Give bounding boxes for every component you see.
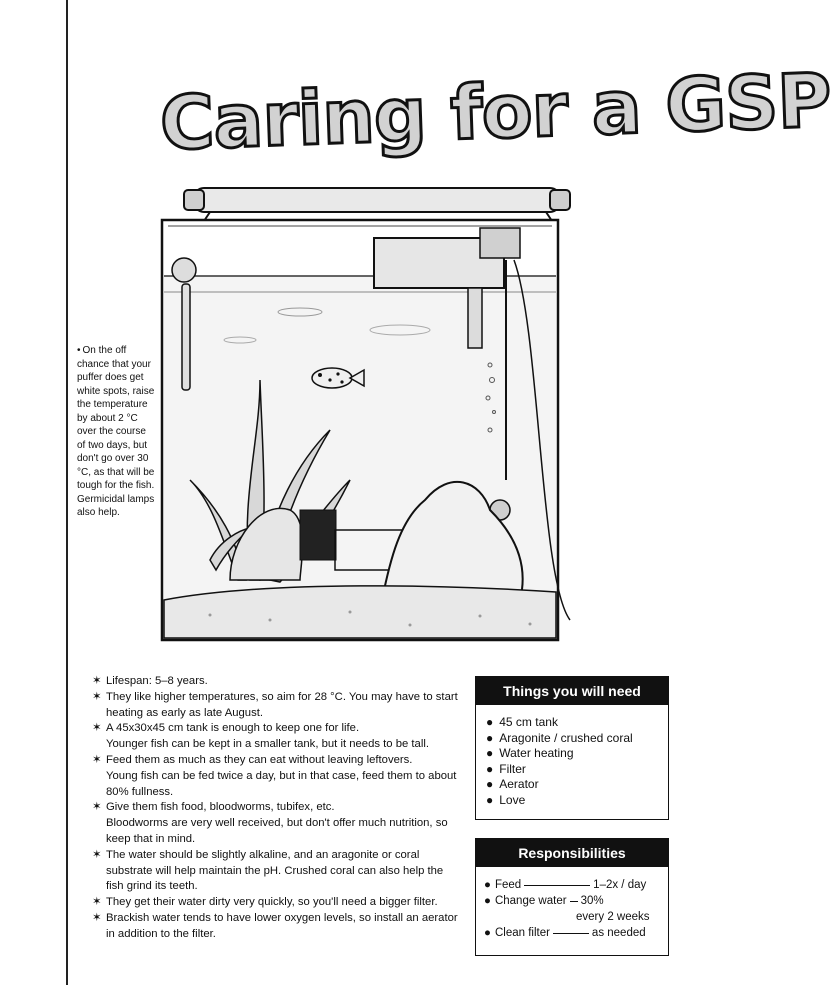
- resp-water-label: Change water: [494, 895, 567, 907]
- responsibilities-list: [476, 877, 668, 941]
- responsibilities-box: [475, 838, 669, 956]
- heater: [182, 284, 190, 390]
- needs-item: ● Aragonite / crushed coral: [486, 731, 668, 747]
- aquarium-illustration: [150, 180, 570, 660]
- resp-water-value2: every 2 weeks: [576, 911, 650, 923]
- tip-text: Give them fish food, bloodworms, tubifex, etc.: [106, 801, 335, 814]
- star-icon: ✶: [92, 911, 102, 924]
- star-icon: ✶: [92, 753, 102, 766]
- tip-item: [92, 753, 462, 800]
- resp-water-cont: [484, 909, 668, 925]
- tip-text: The water should be slightly alkaline, and an aragonite or coral substrate will help maintain the pH. Crushed coral can also help the fish grind its teeth.: [106, 848, 444, 893]
- tip-subtext: Younger fish can be kept in a smaller tank, but it needs to be tall.: [106, 738, 429, 751]
- tip-text: Lifespan: 5–8 years.: [106, 675, 208, 687]
- note-bullet: •: [77, 345, 81, 356]
- tip-text: Feed them as much as they can eat without leaving leftovers.: [106, 753, 413, 766]
- star-icon: ✶: [92, 690, 102, 703]
- responsibilities-header: Responsibilities: [476, 839, 668, 867]
- tip-item: [92, 848, 462, 895]
- decor-block: [300, 510, 336, 560]
- tip-text: They get their water dirty very quickly, so you'll need a bigger filter.: [106, 896, 438, 909]
- white-spot-note: [77, 344, 157, 520]
- substrate: [164, 586, 556, 638]
- tip-item: [92, 800, 462, 847]
- needs-item: ● Filter: [486, 762, 668, 778]
- star-icon: ✶: [92, 896, 102, 909]
- resp-feed-label: Feed: [494, 879, 522, 891]
- needs-item: ● Water heating: [486, 746, 668, 762]
- needs-list: [476, 715, 668, 809]
- bullet-dot-icon: ●: [484, 879, 491, 891]
- resp-filter: [484, 925, 668, 941]
- care-tips-list: [92, 674, 462, 943]
- tank-lamp: [194, 188, 560, 212]
- resp-feed-value: 1–2x / day: [593, 879, 647, 891]
- tip-subtext: Bloodworms are very well received, but don't offer much nutrition, so keep that in mind.: [106, 817, 448, 845]
- resp-water: [484, 893, 668, 909]
- tip-item: [92, 674, 462, 690]
- star-icon: ✶: [92, 722, 102, 735]
- tip-subtext: Young fish can be fed twice a day, but in that case, feed them to about 80% fullness.: [106, 769, 457, 798]
- leader-line: [524, 885, 590, 886]
- needs-item: ● 45 cm tank: [486, 715, 668, 731]
- tip-text: A 45x30x45 cm tank is enough to keep one for life.: [106, 722, 360, 735]
- tip-item: [92, 721, 462, 753]
- tip-text: They like higher temperatures, so aim for 28 °C. You may have to start heating as early as late August.: [106, 690, 458, 719]
- resp-feed: [484, 877, 668, 893]
- needs-header: Things you will need: [476, 677, 668, 705]
- leader-line: [553, 933, 589, 934]
- leader-line: [570, 901, 578, 902]
- margin-rule: [66, 0, 68, 985]
- star-icon: ✶: [92, 848, 102, 861]
- needs-item: ● Love: [486, 793, 668, 809]
- resp-water-value: 30%: [580, 895, 604, 907]
- needs-item: ● Aerator: [486, 777, 668, 793]
- tip-item: [92, 911, 462, 943]
- resp-filter-value: as needed: [591, 927, 646, 939]
- star-icon: ✶: [92, 801, 102, 814]
- tip-text: Brackish water tends to have lower oxygen levels, so install an aerator in addition to the filter.: [106, 911, 458, 940]
- bullet-dot-icon: ●: [484, 927, 491, 939]
- star-icon: ✶: [92, 675, 102, 687]
- tip-item: [92, 690, 462, 722]
- bullet-dot-icon: ●: [484, 895, 491, 907]
- tip-item: [92, 895, 462, 911]
- page-title: Caring for a GSP: [158, 57, 832, 168]
- resp-filter-label: Clean filter: [494, 927, 550, 939]
- needs-box: [475, 676, 669, 820]
- white-spot-note-text: On the off chance that your puffer does get white spots, raise the temperature by about 2 °C over the course of two days, but don't go over 30 °C, as that will be tough for the fish. Germicidal lamps also help.: [77, 345, 155, 518]
